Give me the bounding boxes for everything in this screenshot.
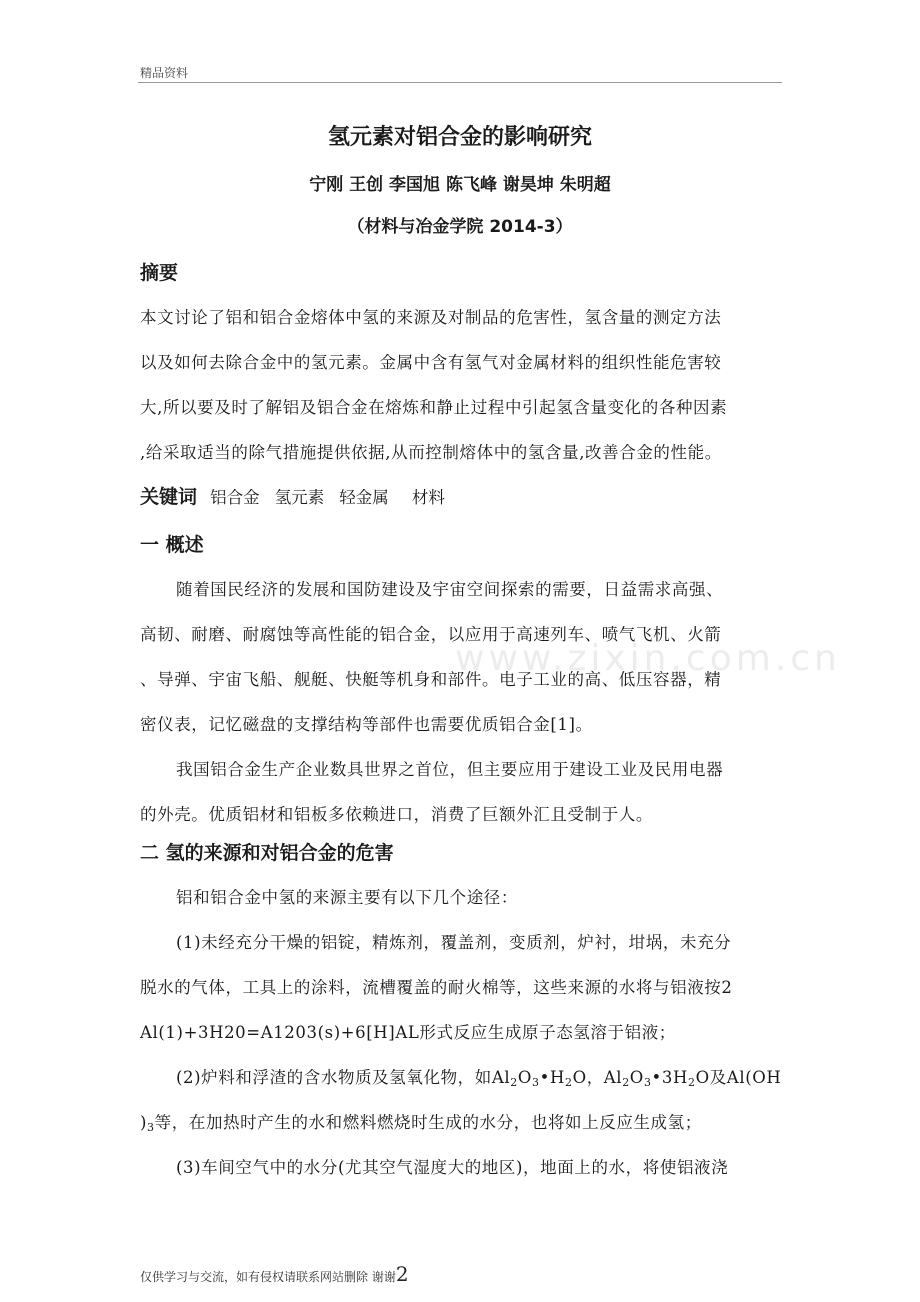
section2-item-line: (3)车间空气中的水分(尤其空气湿度大的地区)，地面上的水，将使铝液浇 [176,1158,729,1177]
subscript: 2 [687,1076,696,1089]
watermark: www.zixin.com.cn [455,638,841,679]
page-number: 2 [395,1262,409,1286]
section1-paragraph-line: 的外壳。优质铝材和铝板多依赖进口，消费了巨额外汇且受制于人。 [140,805,653,824]
abstract-line: ,给采取适当的除气措施提供依据,从而控制熔体中的氢含量,改善合金的性能。 [140,443,722,462]
keyword: 轻金属 [339,488,389,507]
section2-item-line: 脱水的气体，工具上的涂料，流槽覆盖的耐火棉等，这些来源的水将与铝液按2 [140,978,733,997]
subscript: 2 [564,1076,573,1089]
footer [140,1262,409,1286]
authors: 宁刚 王创 李国旭 陈飞峰 谢昊坤 朱明超 [309,175,611,195]
section2-heading: 二 氢的来源和对铝合金的危害 [140,842,394,864]
text-run: (2)炉料和浮渣的含水物质及氢氧化物，如Al [176,1068,511,1087]
section2-item2-line [176,1064,790,1089]
section1-heading: 一 概述 [140,534,204,556]
document-title: 氢元素对铝合金的影响研究 [327,125,592,150]
section2-intro: 铝和铝合金中氢的来源主要有以下几个途径： [176,888,518,907]
text-run: O [517,1068,533,1087]
text-run: O及Al(OH [695,1068,782,1087]
section1-paragraph-line: 、导弹、宇宙飞船、舰艇、快艇等机身和部件。电子工业的高、低压容器，精 [140,670,722,689]
footer-text: 仅供学习与交流，如有侵权请联系网站删除 谢谢 [140,1270,396,1284]
text-run: ) [140,1113,148,1132]
keyword: 材料 [411,488,445,507]
text-run: •3H [651,1068,688,1087]
section1-paragraph-line: 密仪表，记忆磁盘的支撑结构等部件也需要优质铝合金[1]。 [140,715,593,734]
text-run: 等，在加热时产生的水和燃料燃烧时生成的水分，也将如上反应生成氢； [154,1113,702,1132]
keyword: 氢元素 [274,488,325,507]
subscript: 2 [510,1076,518,1089]
section1-paragraph-line: 随着国民经济的发展和国防建设及宇宙空间探索的需要，日益需求高强、 [176,580,724,599]
subscript: 3 [643,1076,652,1089]
subscript: 3 [532,1076,540,1089]
abstract-line: 大,所以要及时了解铝及铝合金在熔炼和静止过程中引起氢含量变化的各种因素 [140,398,728,417]
text-run: O [629,1068,644,1087]
abstract-heading: 摘要 [140,262,179,284]
section1-paragraph-line: 高韧、耐磨、耐腐蚀等高性能的铝合金，以应用于高速列车、喷气飞机、火箭 [140,625,722,644]
text-run: O，Al [572,1068,623,1087]
section1-paragraph-line: 我国铝合金生产企业数具世界之首位，但主要应用于建设工业及民用电器 [176,760,724,779]
keyword: 铝合金 [210,488,260,507]
section2-item2-line [140,1109,790,1134]
section2-item-line: (1)未经充分干燥的铝锭，精炼剂，覆盖剂，变质剂，炉衬，坩埚，未充分 [176,933,732,952]
affiliation: （材料与冶金学院 2014-3） [347,217,573,237]
subscript: 3 [147,1121,155,1134]
keywords-row [140,482,445,509]
subscript: 2 [622,1076,630,1089]
header-divider [138,82,782,83]
abstract-line: 以及如何去除合金中的氢元素。金属中含有氢气对金属材料的组织性能危害较 [140,353,722,372]
section2-item-line: Al(1)+3H20=A1203(s)+6[H]AL形式反应生成原子态氢溶于铝液； [140,1023,676,1042]
keywords-label: 关键词 [140,486,198,508]
abstract-line: 本文讨论了铝和铝合金熔体中氢的来源及对制品的危害性，氢含量的测定方法 [140,308,722,327]
text-run: •H [539,1068,565,1087]
header-label: 精品资料 [140,66,189,80]
